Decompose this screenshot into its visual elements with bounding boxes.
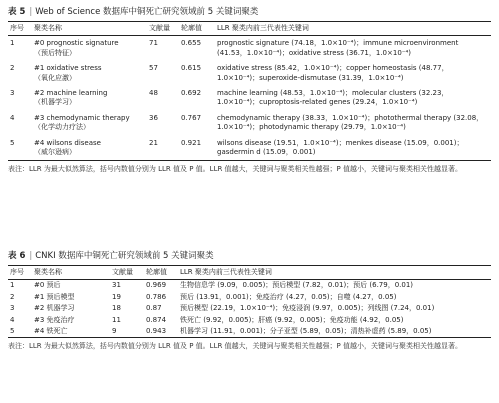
table-5-caption xyxy=(8,6,491,18)
cluster-label xyxy=(32,86,147,111)
row-no: 2 xyxy=(10,64,15,73)
header-no: 序号 xyxy=(8,22,32,36)
doc-count: 19 xyxy=(112,292,121,301)
silhouette-value: 0.767 xyxy=(181,113,202,122)
table-5-header-row xyxy=(8,22,491,36)
table-5-block xyxy=(8,6,491,174)
silhouette-value: 0.786 xyxy=(146,292,167,301)
cluster-label xyxy=(32,61,147,86)
cluster-label-zh: （氧化应激） xyxy=(34,73,76,82)
silhouette-value: 0.615 xyxy=(181,64,202,73)
silhouette-value: 0.921 xyxy=(181,138,202,147)
caption-separator: | xyxy=(29,251,33,261)
table-row xyxy=(8,315,491,326)
cluster-label: #4 铁死亡 xyxy=(34,327,68,336)
row-no: 5 xyxy=(10,327,15,336)
cluster-label-zh: （预后特征） xyxy=(34,48,76,57)
table-6-header-row xyxy=(8,266,491,280)
header-cluster-name: 聚类名称 xyxy=(32,22,147,36)
table-row xyxy=(8,111,491,136)
row-no: 3 xyxy=(10,304,15,313)
silhouette-value: 0.655 xyxy=(181,39,202,48)
table-row xyxy=(8,36,491,61)
header-keywords: LLR 聚类内前三代表性关键词 xyxy=(178,266,491,280)
row-no: 1 xyxy=(10,281,15,290)
row-no: 1 xyxy=(10,39,15,48)
caption-separator: | xyxy=(29,7,33,17)
cluster-label-zh: （化学动力疗法） xyxy=(34,123,90,132)
top-keywords: 铁死亡 (9.92，0.005)；肝癌 (9.92，0.005)；免疫功能 (4.92，0.05) xyxy=(180,315,404,324)
row-no: 4 xyxy=(10,315,15,324)
table-5-note: 表注：LLR 为最大似然算法，括号内数值分别为 LLR 值及 P 值。LLR 值越大，关键词与聚类相关性越强；P 值越小，关键词与聚类相关性越显著。 xyxy=(8,165,463,174)
doc-count: 71 xyxy=(149,39,158,48)
table-row xyxy=(8,292,491,303)
cluster-label: #0 预后 xyxy=(34,281,61,290)
doc-count: 11 xyxy=(112,315,121,324)
table-6-block xyxy=(8,250,491,351)
doc-count: 36 xyxy=(149,113,158,122)
doc-count: 18 xyxy=(112,304,121,313)
top-keywords: prognostic signature (74.18，1.0×10⁻⁴)；immune microenvironment (41.53，1.0×10⁻⁴)；oxidative stress (36.71，1.0×10⁻⁴) xyxy=(217,39,459,57)
doc-count: 48 xyxy=(149,89,158,98)
top-keywords: 预后 (13.91，0.001)；免疫治疗 (4.27，0.05)；自噬 (4.27，0.05) xyxy=(180,292,397,301)
top-keywords: 生物信息学 (9.09，0.005)；预后模型 (7.82，0.01)；预后 (6.79，0.01) xyxy=(180,281,414,290)
table-6-note: 表注：LLR 为最大似然算法，括号内数值分别为 LLR 值及 P 值。LLR 值越大，关键词与聚类相关性越强；P 值越小，关键词与聚类相关性越显著。 xyxy=(8,342,463,351)
table-6 xyxy=(8,265,491,338)
silhouette-value: 0.969 xyxy=(146,281,167,290)
silhouette-value: 0.874 xyxy=(146,315,167,324)
header-silhouette: 轮廓值 xyxy=(144,266,178,280)
table-5 xyxy=(8,21,491,161)
table-row xyxy=(8,326,491,338)
doc-count: 9 xyxy=(112,327,117,336)
silhouette-value: 0.87 xyxy=(146,304,162,313)
cluster-label-zh: （机器学习） xyxy=(34,98,76,107)
header-no: 序号 xyxy=(8,266,32,280)
top-keywords: 机器学习 (11.91，0.001)；分子亚型 (5.89，0.05)；清热补虚药 (5.89，0.05) xyxy=(180,327,432,336)
table-5-caption-text: Web of Science 数据库中铜死亡研究领域前 5 关键词聚类 xyxy=(35,7,259,17)
cluster-label-en: #1 oxidative stress xyxy=(34,64,102,73)
header-cluster-name: 聚类名称 xyxy=(32,266,110,280)
table-row xyxy=(8,61,491,86)
top-keywords: oxidative stress (85.42，1.0×10⁻⁴)；copper homeostasis (48.77，1.0×10⁻⁴)；superoxide-dismutase (31.39，1.0×10⁻⁴) xyxy=(217,64,449,82)
cluster-label-en: #2 machine learning xyxy=(34,89,108,98)
top-keywords: 预后模型 (22.19，1.0×10⁻⁴)；免疫浸润 (9.97，0.005)；列线图 (7.24，0.01) xyxy=(180,304,435,313)
doc-count: 21 xyxy=(149,138,158,147)
cluster-label-en: #4 wilsons disease xyxy=(34,138,101,147)
table-row xyxy=(8,303,491,314)
silhouette-value: 0.692 xyxy=(181,89,202,98)
header-count: 文献量 xyxy=(110,266,144,280)
header-keywords: LLR 聚类内前三代表性关键词 xyxy=(215,22,491,36)
table-row xyxy=(8,86,491,111)
cluster-label xyxy=(32,36,147,61)
doc-count: 57 xyxy=(149,64,158,73)
doc-count: 31 xyxy=(112,281,121,290)
table-6-caption-id: 表 6 xyxy=(8,251,26,261)
row-no: 3 xyxy=(10,89,15,98)
top-keywords: wilsons disease (19.51，1.0×10⁻⁴)；menkes disease (15.09，0.001)；gasdermin d (15.09，0.001) xyxy=(217,138,464,157)
table-row xyxy=(8,280,491,292)
cluster-label xyxy=(32,136,147,161)
table-6-caption xyxy=(8,250,491,262)
table-5-caption-id: 表 5 xyxy=(8,7,26,17)
silhouette-value: 0.943 xyxy=(146,327,167,336)
header-count: 文献量 xyxy=(147,22,179,36)
cluster-label-en: #0 prognostic signature xyxy=(34,39,119,48)
cluster-label: #3 免疫治疗 xyxy=(34,315,75,324)
cluster-label-en: #3 chemodynamic therapy xyxy=(34,113,130,122)
cluster-label: #2 机器学习 xyxy=(34,304,75,313)
top-keywords: machine learning (48.53，1.0×10⁻⁴)；molecular clusters (32.23，1.0×10⁻⁴)；cuproptosis-related genes (29.24，1.0×10⁻⁴) xyxy=(217,89,449,107)
table-row xyxy=(8,136,491,161)
cluster-label xyxy=(32,111,147,136)
cluster-label: #1 预后模型 xyxy=(34,292,75,301)
top-keywords: chemodynamic therapy (38.33，1.0×10⁻⁴)；photothermal therapy (32.08，1.0×10⁻⁴)；photodynamic therapy (29.79，1.0×10⁻⁴) xyxy=(217,113,484,132)
header-silhouette: 轮廓值 xyxy=(179,22,215,36)
row-no: 4 xyxy=(10,113,15,122)
table-6-caption-text: CNKI 数据库中铜死亡研究领域前 5 关键词聚类 xyxy=(35,251,214,261)
row-no: 5 xyxy=(10,138,15,147)
cluster-label-zh: （威尔逊病） xyxy=(34,148,76,157)
row-no: 2 xyxy=(10,292,15,301)
